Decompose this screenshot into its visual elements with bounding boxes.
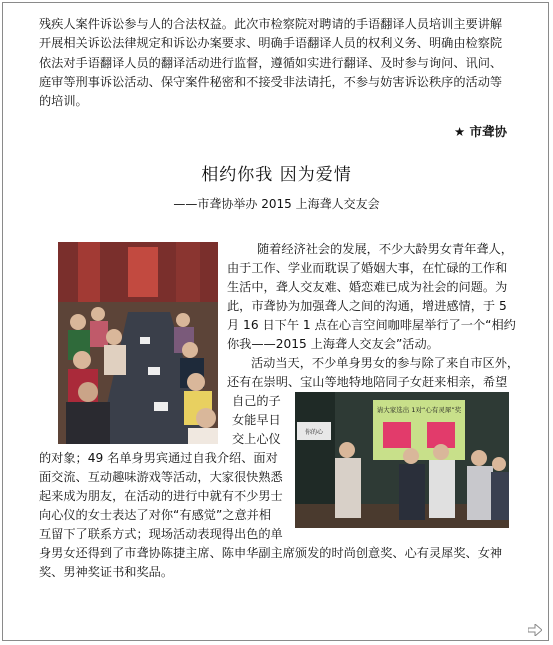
article-line: 此，市聋协为加强聋人之间的沟通，增进感情，于 5: [227, 299, 507, 313]
article-line: 活动当天，不少单身男女的参与除了来自市区外，: [251, 356, 520, 370]
intro-line: 残疾人案件诉讼参与人的合法权益。此次市检察院对聘请的手语翻译人员培训主要讲解: [39, 17, 503, 31]
article-line: 由于工作、学业而耽误了婚姻大事，在忙碌的工作和: [227, 261, 508, 275]
article-line: 起来成为朋友，在活动的进行中就有不少男士: [39, 489, 283, 503]
article-line: 身男女还得到了市聋协陈捷主席、陈申华副主席颁发的时尚创意奖、心有灵犀奖、女神: [39, 546, 503, 560]
article-line: 女能早日: [232, 413, 281, 427]
intro-line: 庭审等刑事诉讼活动、保守案件秘密和不接受非法请托，不参与妨害诉讼秩序的活动等: [39, 74, 503, 89]
article-line: 随着经济社会的发展，不少大龄男女青年聋人，: [257, 242, 513, 256]
article-subtitle: ——市聋协举办 2015 上海聋人交友会: [173, 197, 380, 211]
article-line: 生活中，聋人交友难、婚恋难已成为社会的问题。为: [227, 280, 508, 294]
article-line: 互留下了联系方式；现场活动表现得出色的单: [39, 527, 283, 541]
event-photo-stage: [295, 392, 509, 528]
article-line: 面交流、互动趣味游戏等活动，大家很快熟悉: [39, 470, 283, 484]
intro-line: 的培训。: [39, 94, 88, 109]
article-line: 向心仪的女士表达了对你“有感觉”之意并相: [39, 508, 272, 522]
article-line: 自己的子: [232, 394, 281, 408]
event-photo-table-image: [58, 242, 218, 444]
event-photo-table: [58, 242, 218, 444]
intro-paragraph: [39, 15, 516, 111]
intro-line: 开展相关诉讼法律规定和诉讼办案要求、明确手语翻译人员的权利义务、明确由检察院: [39, 36, 503, 51]
article-line: 还有在崇明、宝山等地特地陪同子女赶来相亲，希望: [227, 375, 508, 389]
stage-banner-text: 请大家选出 1对“心有灵犀”奖: [376, 406, 462, 414]
next-page-arrow-icon[interactable]: [528, 621, 542, 633]
intro-line: 依法对手语翻译人员的翻译活动进行监督，遵循如实进行翻译、及时参与询问、讯问、: [39, 55, 503, 70]
next-page-arrow-icon-graphic: [528, 624, 542, 636]
article-line: 的对象；49 名单身男宾通过自我介绍、面对: [39, 451, 278, 465]
article-title: 相约你我 因为爱情: [201, 165, 352, 185]
article-line: 你我——2015 上海聋人交友会”活动。: [227, 337, 439, 351]
article-line: 交上心仪: [232, 432, 281, 446]
intro-signature: ★ 市聋协: [454, 124, 508, 139]
article-line: 奖、男神奖证书和奖品。: [39, 565, 174, 579]
event-photo-stage-image: [295, 392, 509, 528]
stage-sign-text: 你的心: [304, 429, 324, 436]
article-line: 月 16 日下午 1 点在心言空间咖啡屋举行了一个“相约: [227, 318, 516, 332]
